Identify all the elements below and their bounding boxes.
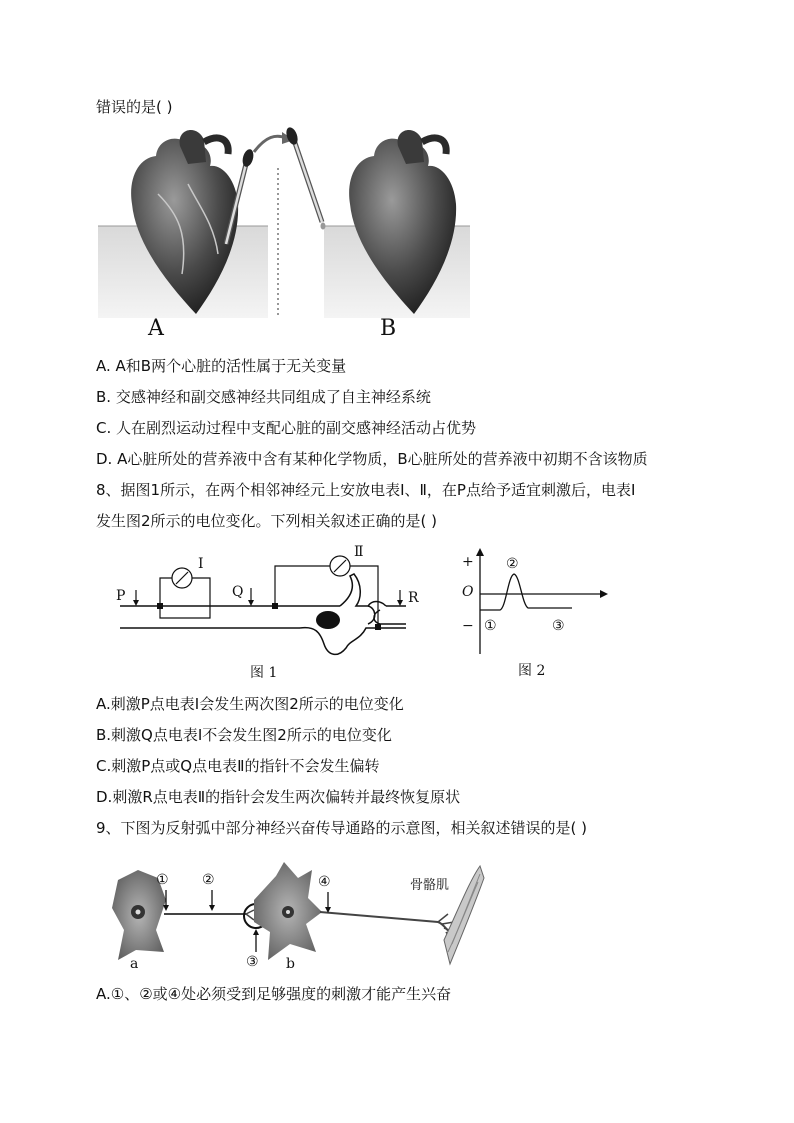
q8-option-b: B.刺激Q点电表Ⅰ不会发生图2所示的电位变化 bbox=[96, 726, 392, 744]
label-site-1: ① bbox=[156, 872, 169, 888]
label-meter-i: Ⅰ bbox=[198, 556, 204, 572]
q8-stem-line1: 8、据图1所示，在两个相邻神经元上安放电表Ⅰ、Ⅱ，在P点给予适宜刺激后，电表Ⅰ bbox=[96, 481, 636, 499]
neuron-circuit-diagram bbox=[110, 548, 430, 660]
potential-graph bbox=[456, 546, 616, 658]
label-point-r: R bbox=[408, 590, 419, 606]
q7-option-d: D. A心脏所处的营养液中含有某种化学物质，B心脏所处的营养液中初期不含该物质 bbox=[96, 450, 648, 468]
reflex-arc-figure bbox=[108, 860, 488, 976]
transfer-arrow bbox=[254, 136, 286, 152]
label-site-2: ② bbox=[202, 872, 215, 888]
figure-2-caption: 图 2 bbox=[518, 663, 546, 679]
label-heart-a: A bbox=[148, 316, 164, 341]
soma-outline bbox=[300, 574, 406, 654]
label-point-p: P bbox=[116, 588, 126, 604]
q7-option-b: B. 交感神经和副交感神经共同组成了自主神经系统 bbox=[96, 388, 431, 406]
label-point-q: Q bbox=[232, 584, 244, 600]
label-meter-ii: Ⅱ bbox=[354, 544, 364, 560]
q7-option-c: C. 人在剧烈运动过程中支配心脏的副交感神经活动占优势 bbox=[96, 419, 477, 437]
q8-option-a: A.刺激P点电表Ⅰ会发生两次图2所示的电位变化 bbox=[96, 695, 404, 713]
label-heart-b: B bbox=[380, 316, 397, 341]
heart-figure bbox=[96, 124, 476, 344]
label-origin: O bbox=[462, 584, 474, 600]
neuron-b-axon bbox=[320, 912, 452, 934]
label-mark-1: ① bbox=[484, 618, 497, 634]
label-site-3: ③ bbox=[246, 954, 259, 970]
figure-2-potential bbox=[456, 546, 616, 688]
label-mark-2: ② bbox=[506, 556, 519, 572]
potential-curve bbox=[480, 574, 572, 610]
pipette-b bbox=[284, 126, 325, 230]
q9-option-a: A.①、②或④处必须受到足够强度的刺激才能产生兴奋 bbox=[96, 985, 452, 1003]
figure-1-neurons bbox=[110, 544, 430, 688]
label-skeletal-muscle: 骨骼肌 bbox=[410, 878, 450, 893]
label-site-4: ④ bbox=[318, 874, 331, 890]
q9-stem: 9、下图为反射弧中部分神经兴奋传导通路的示意图，相关叙述错误的是( ) bbox=[96, 819, 588, 837]
q8-option-c: C.刺激P点或Q点电表Ⅱ的指针不会发生偏转 bbox=[96, 757, 380, 775]
nucleus bbox=[316, 611, 340, 629]
q8-stem-line2: 发生图2所示的电位变化。下列相关叙述正确的是( ) bbox=[96, 512, 438, 530]
q8-option-d: D.刺激R点电表Ⅱ的指针会发生两次偏转并最终恢复原状 bbox=[96, 788, 461, 806]
label-mark-3: ③ bbox=[552, 618, 565, 634]
label-neuron-a: a bbox=[130, 956, 139, 972]
label-neuron-b: b bbox=[286, 956, 295, 972]
figure-1-caption: 图 1 bbox=[250, 665, 278, 681]
question-stem-tail: 错误的是( ) bbox=[96, 98, 173, 116]
heart-illustration bbox=[96, 124, 476, 344]
label-plus: + bbox=[462, 554, 474, 570]
q7-option-a: A. A和B两个心脏的活性属于无关变量 bbox=[96, 357, 347, 375]
label-minus: − bbox=[462, 618, 474, 634]
